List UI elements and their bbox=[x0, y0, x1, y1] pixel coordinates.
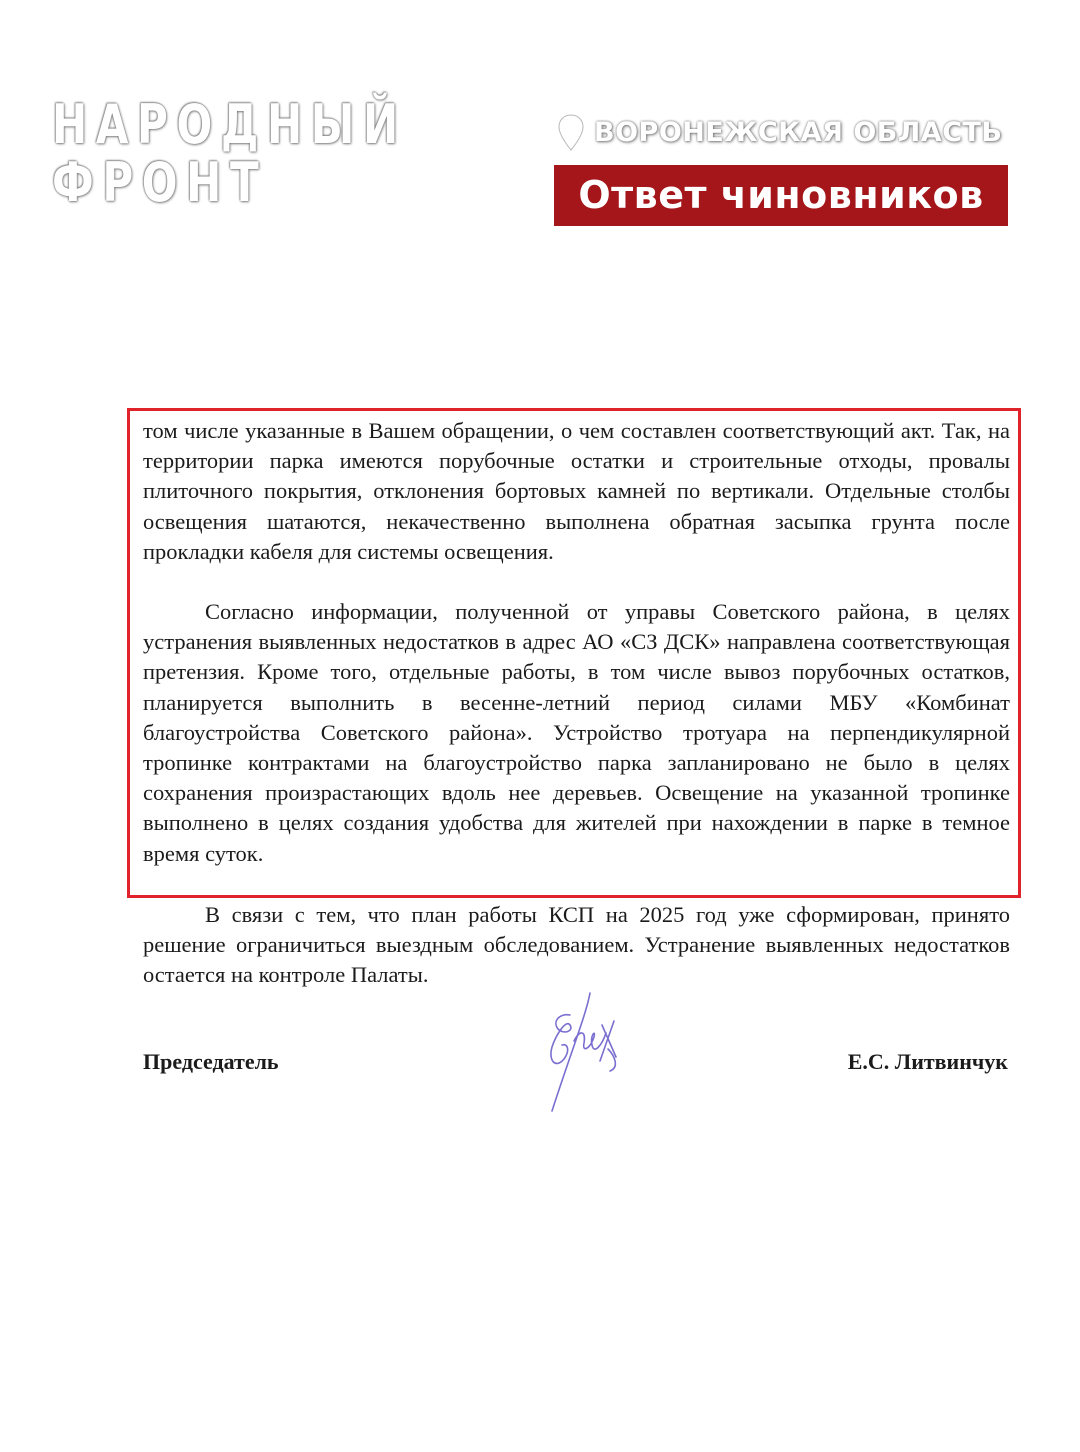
region-header bbox=[556, 112, 1003, 152]
logo-line-2: ФРОНТ bbox=[52, 151, 268, 214]
signatory-name: Е.С. Литвинчук bbox=[847, 1049, 1008, 1074]
officials-response-badge: Ответ чиновников bbox=[554, 165, 1008, 226]
signatory-role: Председатель bbox=[143, 1049, 279, 1074]
handwritten-signature bbox=[530, 985, 640, 1120]
narodny-front-logo bbox=[52, 93, 407, 214]
letter-paragraph-3: В связи с тем, что план работы КСП на 2025 год уже сформирован, принято решение ограничиться выездным обследованием. Устранение выявленных недостатков остается на контроле Палаты. bbox=[143, 902, 1010, 988]
region-label: ВОРОНЕЖСКАЯ ОБЛАСТЬ bbox=[594, 116, 1003, 148]
letter-paragraph-1: том числе указанные в Вашем обращении, о чем составлен соответствующий акт. Так, на территории парка имеются порубочные остатки и строительные отходы, провалы плиточного покрытия, отклонения бортовых камней по вертикали. Отдельные столбы освещения шатаются, некачественно выполнена обратная засыпка грунта после прокладки кабеля для системы освещения. bbox=[143, 418, 1010, 564]
logo-line-1: НАРОДНЫЙ bbox=[52, 93, 407, 156]
letter-paragraph-2: Согласно информации, полученной от управы Советского района, в целях устранения выявленных недостатков в адрес АО «СЗ ДСК» направлена соответствующая претензия. Кроме того, отдельные работы, в том числе вывоз порубочных остатков, планируется выполнить в весенне-летний период силами МБУ «Комбинат благоустройства Советского района». Устройство тротуара на перпендикулярной тропинке контрактами на благоустройство парка запланировано не было в целях сохранения произрастающих вдоль нее деревьев. Освещение на указанной тропинке выполнено в целях создания удобства для жителей при нахождении в парке в темное время суток. bbox=[143, 599, 1010, 866]
location-pin-icon bbox=[556, 112, 584, 152]
